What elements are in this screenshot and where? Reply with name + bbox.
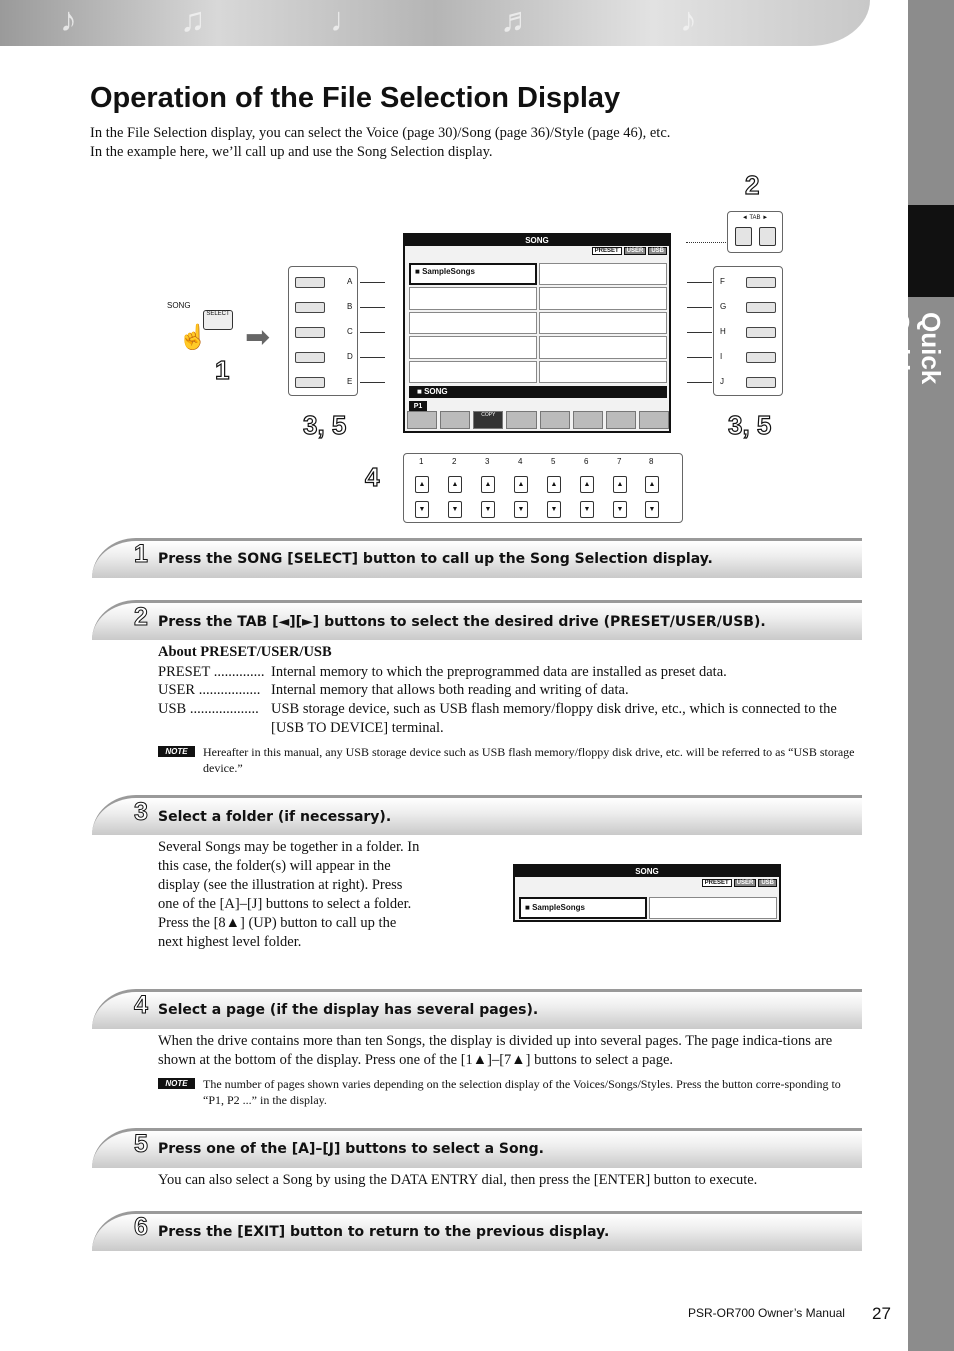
step-number: 5 — [134, 1130, 148, 1158]
folder-icon: ■ — [525, 903, 533, 912]
leader-line — [360, 332, 385, 333]
step-body: When the drive contains more than ten Songs, the display is divided up into several pages. The page indica-tions are shown at the bottom of the display. Press one of the [1▲]–[7▲] buttons to select a page. — [158, 1033, 833, 1068]
lcd-drive-tabs — [592, 247, 667, 255]
lcd-file-slot[interactable] — [539, 287, 667, 309]
page-title: Operation of the File Selection Display — [90, 82, 621, 114]
tab-preset[interactable]: PRESET — [702, 879, 732, 887]
lcd-file-slot[interactable] — [539, 263, 667, 285]
function-icon — [440, 411, 470, 429]
callout-step4: 4 — [365, 462, 380, 492]
folder-icon: ■ — [417, 387, 425, 396]
step-title: Select a page (if the display has several pages). — [158, 1002, 539, 1018]
lcd-file-grid — [409, 263, 667, 383]
folder-icon: ■ — [415, 267, 423, 276]
page-number: 27 — [872, 1304, 891, 1323]
step-number: 3 — [134, 798, 148, 826]
side-tab-marker — [908, 205, 954, 297]
music-note-icon: ♪ — [680, 2, 697, 39]
step-number: 4 — [134, 991, 148, 1019]
button-7-up[interactable]: ▲ — [613, 476, 627, 493]
song-select-button[interactable]: SELECT — [203, 310, 233, 330]
function-icon — [506, 411, 536, 429]
step-body: Several Songs may be together in a folder. In this case, the folder(s) will appear in the display (see the illustration at right). Press one of the [A]–[J] buttons to select a folder. Press the [8▲] (UP) button to call up the next highest level folder. — [158, 839, 420, 950]
function-icon — [606, 411, 636, 429]
tab-user[interactable]: USER — [734, 879, 757, 887]
step-title: Press the [EXIT] button to return to the previous display. — [158, 1224, 610, 1240]
header-banner — [0, 0, 870, 46]
callout-step1: 1 — [215, 355, 230, 385]
tab-left-button[interactable] — [735, 227, 752, 246]
button-3-down[interactable]: ▼ — [481, 501, 495, 518]
lcd-title: SONG — [515, 866, 779, 877]
button-a[interactable] — [295, 277, 325, 288]
tab-right-button[interactable] — [759, 227, 776, 246]
lcd-display — [403, 233, 671, 433]
panel-illustration — [160, 170, 810, 530]
function-icon — [639, 411, 669, 429]
drive-row: PRESET .............. Internal memory to which the preprogrammed data are installed as preset data. — [158, 664, 727, 680]
button-h[interactable] — [746, 327, 776, 338]
button-4-down[interactable]: ▼ — [514, 501, 528, 518]
button-2-down[interactable]: ▼ — [448, 501, 462, 518]
leader-line — [360, 357, 385, 358]
leader-line — [360, 307, 385, 308]
button-f[interactable] — [746, 277, 776, 288]
button-e[interactable] — [295, 377, 325, 388]
button-5-down[interactable]: ▼ — [547, 501, 561, 518]
drive-row: USER ................. Internal memory that allows both reading and writing of data. — [158, 682, 629, 698]
button-d[interactable] — [295, 352, 325, 363]
step-number: 2 — [134, 603, 148, 631]
lcd-drive-tabs — [702, 879, 777, 887]
button-i[interactable] — [746, 352, 776, 363]
leader-line — [687, 307, 712, 308]
tab-usb[interactable]: USB — [758, 879, 777, 887]
function-icon — [407, 411, 437, 429]
side-tab — [885, 0, 954, 1351]
button-6-down[interactable]: ▼ — [580, 501, 594, 518]
step-number: 6 — [134, 1213, 148, 1241]
hand-pointer-icon: ☝ — [178, 324, 208, 351]
leader-line — [687, 357, 712, 358]
button-c[interactable] — [295, 327, 325, 338]
side-tab-label: Quick Guide — [885, 312, 946, 386]
leader-line — [360, 382, 385, 383]
song-label: SONG — [167, 301, 191, 310]
folder-display-illustration — [513, 864, 781, 922]
tab-usb[interactable]: USB — [648, 247, 667, 255]
copy-icon: COPY — [473, 411, 503, 429]
function-icon — [540, 411, 570, 429]
lcd-folder-item[interactable]: ■ SampleSongs — [409, 263, 537, 285]
callout-step2: 2 — [745, 170, 760, 200]
lcd-file-slot[interactable] — [409, 312, 537, 334]
lcd-folder-item[interactable]: ■ SampleSongs — [519, 897, 647, 919]
button-5-up[interactable]: ▲ — [547, 476, 561, 493]
button-3-up[interactable]: ▲ — [481, 476, 495, 493]
tab-label: ◄ TAB ► — [741, 215, 769, 221]
tab-button-group — [727, 211, 783, 253]
lcd-title: SONG — [405, 235, 669, 246]
leader-line — [687, 282, 712, 283]
step-title: Press the TAB [◄][►] buttons to select the desired drive (PRESET/USER/USB). — [158, 614, 766, 630]
step-title: Select a folder (if necessary). — [158, 809, 392, 825]
music-note-icon: ♩ — [330, 2, 364, 39]
function-icon — [573, 411, 603, 429]
button-g[interactable] — [746, 302, 776, 313]
intro-text: In the File Selection display, you can select the Voice (page 30)/Song (page 36)/Style (page 46), etc. In the example here, we’ll call up and use the Song Selection display. — [90, 125, 671, 160]
about-heading: About PRESET/USER/USB — [158, 644, 332, 660]
lcd-file-slot[interactable] — [539, 361, 667, 383]
button-8-up[interactable]: ▲ — [645, 476, 659, 493]
callout-left-35: 3, 5 — [303, 410, 347, 440]
lcd-function-icons — [407, 411, 669, 429]
music-note-icon: ♬ — [500, 2, 534, 39]
callout-right-35: 3, 5 — [728, 410, 772, 440]
lcd-file-slot[interactable] — [409, 361, 537, 383]
footer-manual-name: PSR-OR700 Owner’s Manual — [688, 1306, 845, 1320]
note-text: The number of pages shown varies depending on the selection display of the Voices/Songs/Styles. Press the button corre-sponding to “P1, P2 ...” in the display. — [203, 1077, 841, 1107]
lcd-page-indicator[interactable]: P1 — [409, 401, 427, 412]
button-8-down[interactable]: ▼ — [645, 501, 659, 518]
button-j[interactable] — [746, 377, 776, 388]
right-button-group: F G H I J — [713, 266, 783, 396]
drive-row: USB ................... USB storage device, such as USB flash memory/floppy disk drive, etc., which is connected to the [USB TO DEVICE] terminal. — [158, 701, 837, 736]
lcd-file-slot[interactable] — [409, 336, 537, 358]
lcd-file-slot[interactable] — [649, 897, 777, 919]
leader-line — [360, 282, 385, 283]
button-b[interactable] — [295, 302, 325, 313]
step-number: 1 — [134, 540, 148, 568]
button-7-down[interactable]: ▼ — [613, 501, 627, 518]
leader-line — [686, 242, 728, 243]
leader-line — [687, 382, 712, 383]
left-button-group: A B C D E — [288, 266, 358, 396]
lcd-file-slot[interactable] — [539, 336, 667, 358]
note-text: Hereafter in this manual, any USB storage device such as USB flash memory/floppy disk drive, etc. will be referred to as “USB storage device.” — [203, 745, 855, 775]
lcd-path-bar: ■ SONG — [409, 386, 667, 398]
tab-preset[interactable]: PRESET — [592, 247, 622, 255]
step-title: Press one of the [A]–[J] buttons to select a Song. — [158, 1141, 544, 1157]
music-note-icon: ♪ — [60, 2, 77, 39]
tab-user[interactable]: USER — [624, 247, 647, 255]
button-6-up[interactable]: ▲ — [580, 476, 594, 493]
number-button-group: 1 2 3 4 5 6 7 8 ▲ ▼ ▲ ▼ ▲ ▼ ▲ ▼ ▲ ▼ ▲ ▼ ▲ ▼ ▲ ▼ — [403, 453, 683, 523]
lcd-file-slot[interactable] — [539, 312, 667, 334]
lcd-file-slot[interactable] — [409, 287, 537, 309]
step-title: Press the SONG [SELECT] button to call up the Song Selection display. — [158, 551, 713, 567]
button-2-up[interactable]: ▲ — [448, 476, 462, 493]
step-body: You can also select a Song by using the DATA ENTRY dial, then press the [ENTER] button to execute. — [158, 1172, 758, 1188]
leader-line — [687, 332, 712, 333]
note-icon: NOTE — [158, 1078, 195, 1089]
music-note-icon: ♫ — [180, 2, 206, 39]
button-4-up[interactable]: ▲ — [514, 476, 528, 493]
arrow-right-icon: ➡ — [245, 321, 271, 354]
button-1-up[interactable]: ▲ — [415, 476, 429, 493]
note-icon: NOTE — [158, 746, 195, 757]
button-1-down[interactable]: ▼ — [415, 501, 429, 518]
